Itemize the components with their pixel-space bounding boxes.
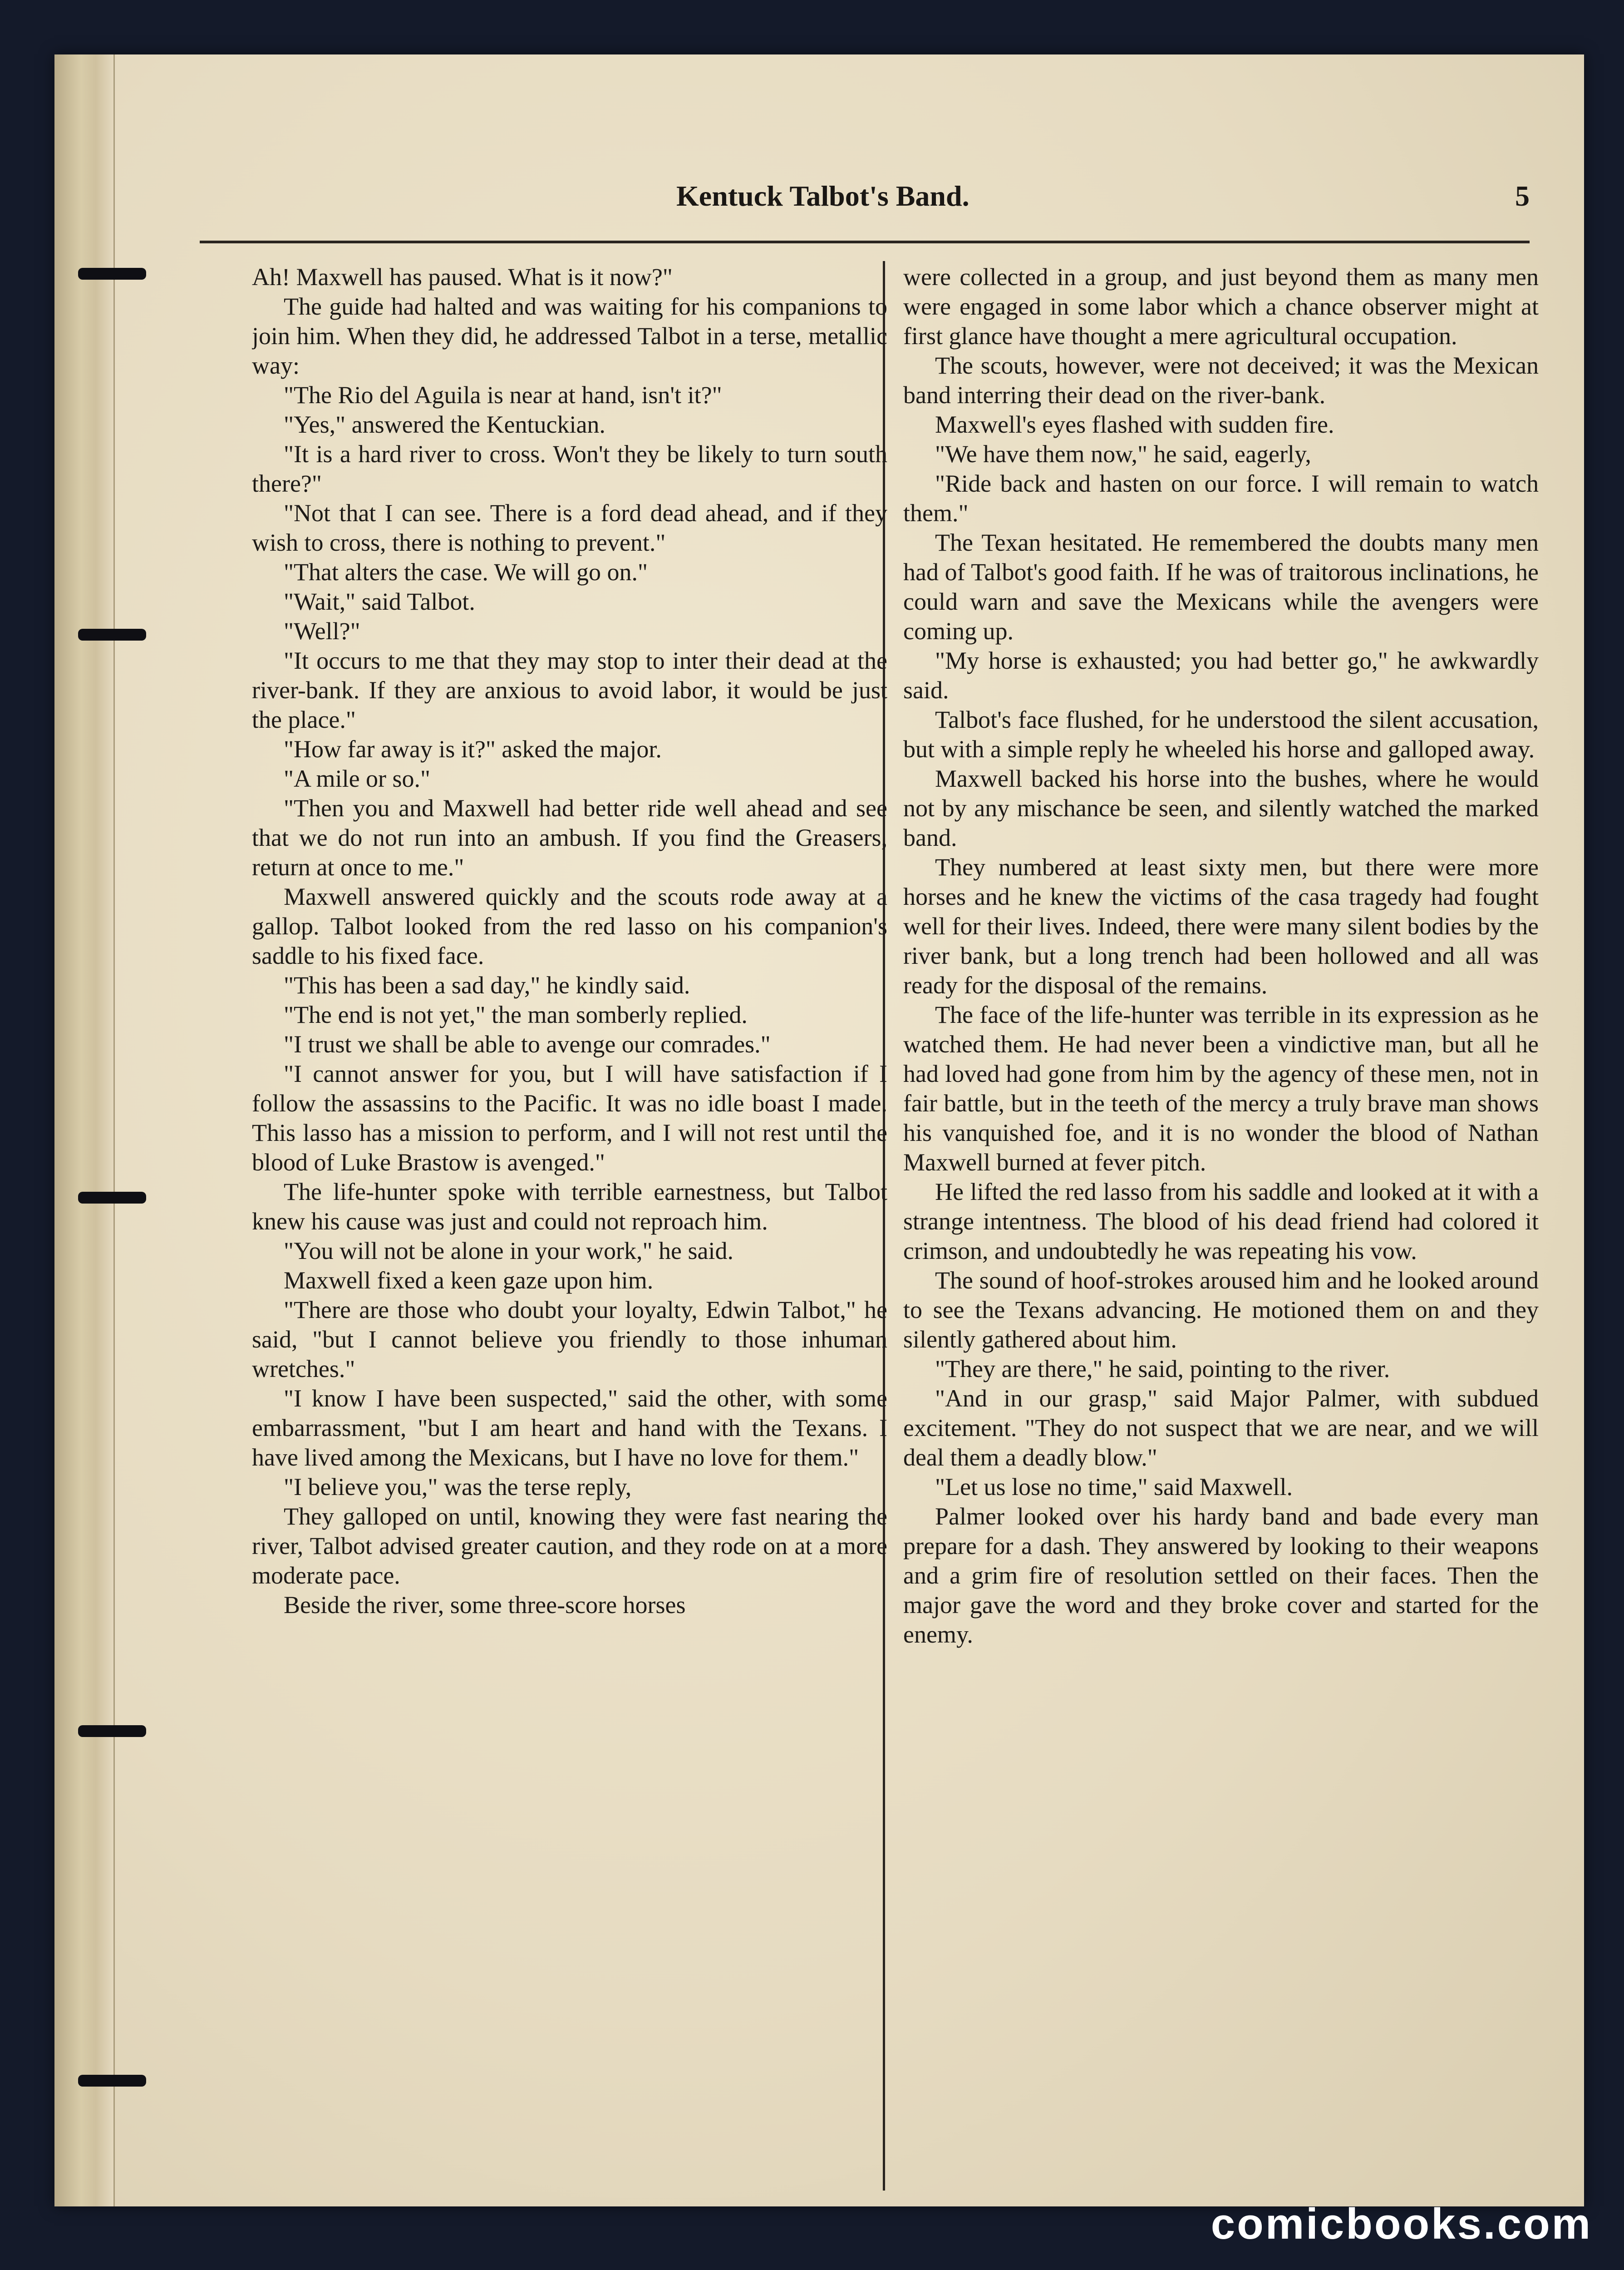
paragraph: "Ride back and hasten on our force. I will remain to watch them." (903, 470, 1539, 527)
binding-stitch (78, 629, 146, 641)
paragraph: Maxwell fixed a keen gaze upon him. (284, 1267, 654, 1294)
paragraph: "They are there," he said, pointing to the river. (935, 1355, 1390, 1382)
paragraph: "The end is not yet," the man somberly replied. (284, 1001, 748, 1028)
paragraph: Beside the river, some three-score horses (284, 1591, 686, 1619)
paragraph: "There are those who doubt your loyalty, Edwin Talbot," he said, "but I cannot believe you friendly to those inhuman wretches." (252, 1296, 887, 1382)
binding-gutter (54, 54, 115, 2206)
paragraph: "A mile or so." (284, 765, 431, 792)
paragraph: The life-hunter spoke with terrible earnestness, but Talbot knew his cause was just and could not reproach him. (252, 1178, 887, 1235)
paragraph: They galloped on until, knowing they were fast nearing the river, Talbot advised greater caution, and they rode on at a more moderate pace. (252, 1503, 887, 1589)
paragraph: "The Rio del Aguila is near at hand, isn't it?" (284, 381, 722, 409)
page-header (200, 179, 1530, 234)
paragraph: The scouts, however, were not deceived; it was the Mexican band interring their dead on the river-bank. (903, 352, 1539, 409)
paragraph: "Not that I can see. There is a ford dead ahead, and if they wish to cross, there is nothing to prevent." (252, 499, 887, 556)
right-column (903, 262, 1539, 2192)
paragraph: "We have them now," he said, eagerly, (935, 440, 1311, 468)
paragraph: Talbot's face flushed, for he understood the silent accusation, but with a simple reply he wheeled his horse and galloped away. (903, 706, 1539, 763)
paragraph: Ah! Maxwell has paused. What is it now?" (252, 263, 673, 291)
paragraph: The face of the life-hunter was terrible in its expression as he watched them. He had never been a vindictive man, but all he had loved had gone from him by the agency of these men, not in fair battle, but in the teeth of the mercy a truly brave man shows his vanquished foe, and it is no wonder the blood of Nathan Maxwell burned at fever pitch. (903, 1001, 1539, 1176)
paragraph: The Texan hesitated. He remembered the doubts many men had of Talbot's good faith. If he was of traitorous inclinations, he could warn and save the Mexicans while the avengers were coming up. (903, 529, 1539, 645)
paragraph: "And in our grasp," said Major Palmer, with subdued excitement. "They do not suspect that we are near, and we will deal them a deadly blow." (903, 1385, 1539, 1471)
paragraph: "Wait," said Talbot. (284, 588, 475, 615)
paragraph: "I cannot answer for you, but I will have satisfaction if I follow the assassins to the Pacific. It was no idle boast I made. This lasso has a mission to perform, and I will not rest until the blood of Luke Brastow is avenged." (252, 1060, 887, 1176)
binding-stitch (78, 2075, 146, 2087)
paragraph: "I believe you," was the terse reply, (284, 1473, 632, 1500)
binding-stitch (78, 1725, 146, 1737)
left-column (252, 262, 887, 2192)
paragraph: "I trust we shall be able to avenge our comrades." (284, 1031, 771, 1058)
paragraph: Maxwell's eyes flashed with sudden fire. (935, 411, 1334, 438)
paragraph: "Yes," answered the Kentuckian. (284, 411, 605, 438)
paragraph: Maxwell answered quickly and the scouts rode away at a gallop. Talbot looked from the red lasso on his companion's saddle to his fixed face. (252, 883, 887, 969)
paragraph: "It occurs to me that they may stop to inter their dead at the river-bank. If they are anxious to avoid labor, it would be just the place." (252, 647, 887, 733)
binding-stitch (78, 1192, 146, 1204)
paragraph: "How far away is it?" asked the major. (284, 735, 662, 763)
paragraph: were collected in a group, and just beyond them as many men were engaged in some labor which a chance observer might at first glance have thought a mere agricultural occupation. (903, 263, 1539, 350)
paragraph: "I know I have been suspected," said the other, with some embarrassment, "but I am heart and hand with the Texans. I have lived among the Mexicans, but I have no love for them." (252, 1385, 887, 1471)
paragraph: The sound of hoof-strokes aroused him and he looked around to see the Texans advancing. He motioned them on and they silently gathered about him. (903, 1267, 1539, 1353)
paragraph: "Well?" (284, 617, 360, 645)
paragraph: "Then you and Maxwell had better ride well ahead and see that we do not run into an ambush. If you find the Greasers, return at once to me." (252, 794, 887, 881)
paragraph: The guide had halted and was waiting for his companions to join him. When they did, he addressed Talbot in a terse, metallic way: (252, 293, 887, 379)
paragraph: "This has been a sad day," he kindly said. (284, 972, 690, 999)
binding-stitch (78, 268, 146, 280)
site-watermark: comicbooks.com (1211, 2200, 1592, 2248)
paragraph: "It is a hard river to cross. Won't they be likely to turn south there?" (252, 440, 887, 497)
paragraph: "That alters the case. We will go on." (284, 558, 648, 586)
paragraph: Palmer looked over his hardy band and bade every man prepare for a dash. They answered by looking to their weapons and a grim fire of resolution settled on their faces. Then the major gave the word and they broke cover and started for the enemy. (903, 1503, 1539, 1648)
paragraph: "Let us lose no time," said Maxwell. (935, 1473, 1293, 1500)
paragraph: He lifted the red lasso from his saddle and looked at it with a strange intentness. The blood of his dead friend had colored it crimson, and undoubtedly he was repeating his vow. (903, 1178, 1539, 1264)
paragraph: Maxwell backed his horse into the bushes, where he would not by any mischance be seen, and silently watched the marked band. (903, 765, 1539, 851)
paragraph: "My horse is exhausted; you had better go," he awkwardly said. (903, 647, 1539, 704)
page-number: 5 (1515, 180, 1530, 212)
paragraph: "You will not be alone in your work," he said. (284, 1237, 734, 1264)
header-rule (200, 241, 1530, 243)
paragraph: They numbered at least sixty men, but there were more horses and he knew the victims of the casa tragedy had fought well for their lives. Indeed, there were many silent bodies by the river bank, but a long trench had been hollowed and all was ready for the disposal of the remains. (903, 854, 1539, 999)
running-title: Kentuck Talbot's Band. (676, 180, 969, 212)
